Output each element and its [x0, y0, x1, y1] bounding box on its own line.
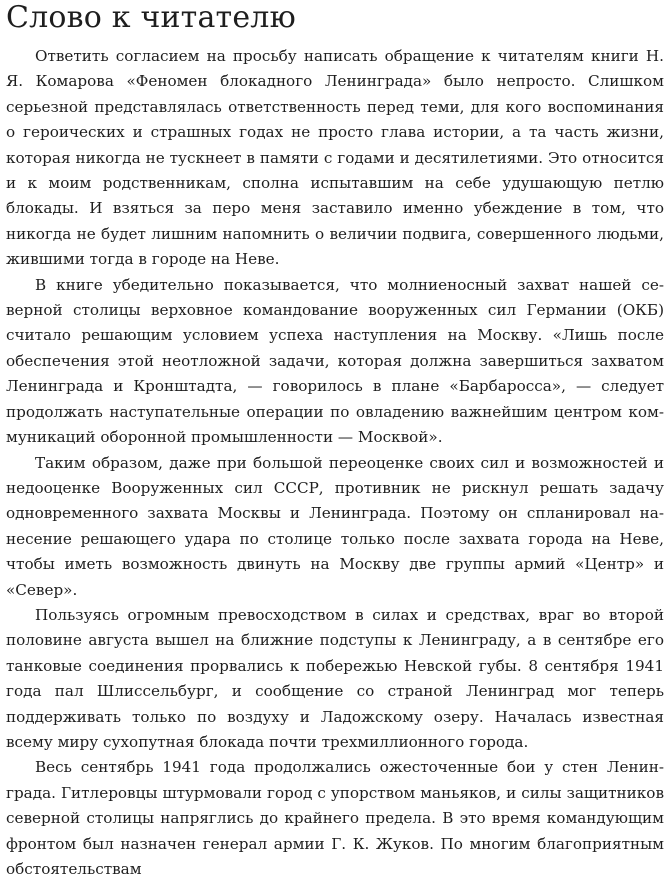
- page-title: Слово к читателю: [6, 0, 296, 35]
- paragraph-3: Таким образом, даже при большой переоценке своих сил и возможностей и недооценке Вооруженных сил СССР, противник не рискнул решать задачу одновременного захвата Москвы и Ленинграда. Поэтому он спланировал нанесение решающего удара по столице только после захвата города на Неве, чтобы иметь возможность двинуть на Москву две группы армий «Центр» и «Север».: [6, 453, 664, 599]
- body-text: [6, 44, 664, 882]
- paragraph-1: Ответить согласием на просьбу написать обращение к читателям книги Н. Я. Комарова «Феномен блокадного Ленинграда» было непросто. Слишком серьезной представлялась ответственность перед теми, для кого воспоминания о героических и страшных годах не просто глава истории, а та часть жизни, которая никогда не тускнеет в памяти с годами и десятилетиями. Это относится и к моим родственникам, сполна испытавшим на себе удушающую петлю блокады. И взяться за перо меня заставило именно убеждение в том, что никогда не будет лишним напомнить о величии подвига, совершенного людьми, жившими тогда в городе на Неве.: [6, 47, 664, 269]
- paragraph-5: Весь сентябрь 1941 года продолжались ожесточенные бои у стен Ленинграда. Гитлеровцы штурмовали город с упорством маньяков, и силы защитников северной столицы напряглись до крайнего предела. В это время командующим фронтом был назначен генерал армии Г. К. Жуков. По многим благоприятным обстоятельствам: [6, 758, 664, 878]
- paragraph-4: Пользуясь огромным превосходством в силах и средствах, враг во второй половине августа вышел на ближние подступы к Ленинграду, а в сентябре его танковые соединения прорвались к побережью Невской губы. 8 сентября 1941 года пал Шлиссельбург, и сообщение со страной Ленинград мог теперь поддерживать только по воздуху и Ладожскому озеру. Началась известная всему миру сухопутная блокада почти трехмиллионного города.: [6, 605, 664, 751]
- paragraph-2: В книге убедительно показывается, что молниеносный захват нашей северной столицы верховное командование вооруженных сил Германии (ОКБ) считало решающим условием успеха наступления на Москву. «Лишь после обеспечения этой неотложной задачи, которая должна завершиться захватом Ленинграда и Кронштадта, — говорилось в плане «Барбаросса», — следует продолжать наступательные операции по овладению важнейшим центром коммуникаций оборонной промышленности — Москвой».: [6, 275, 664, 447]
